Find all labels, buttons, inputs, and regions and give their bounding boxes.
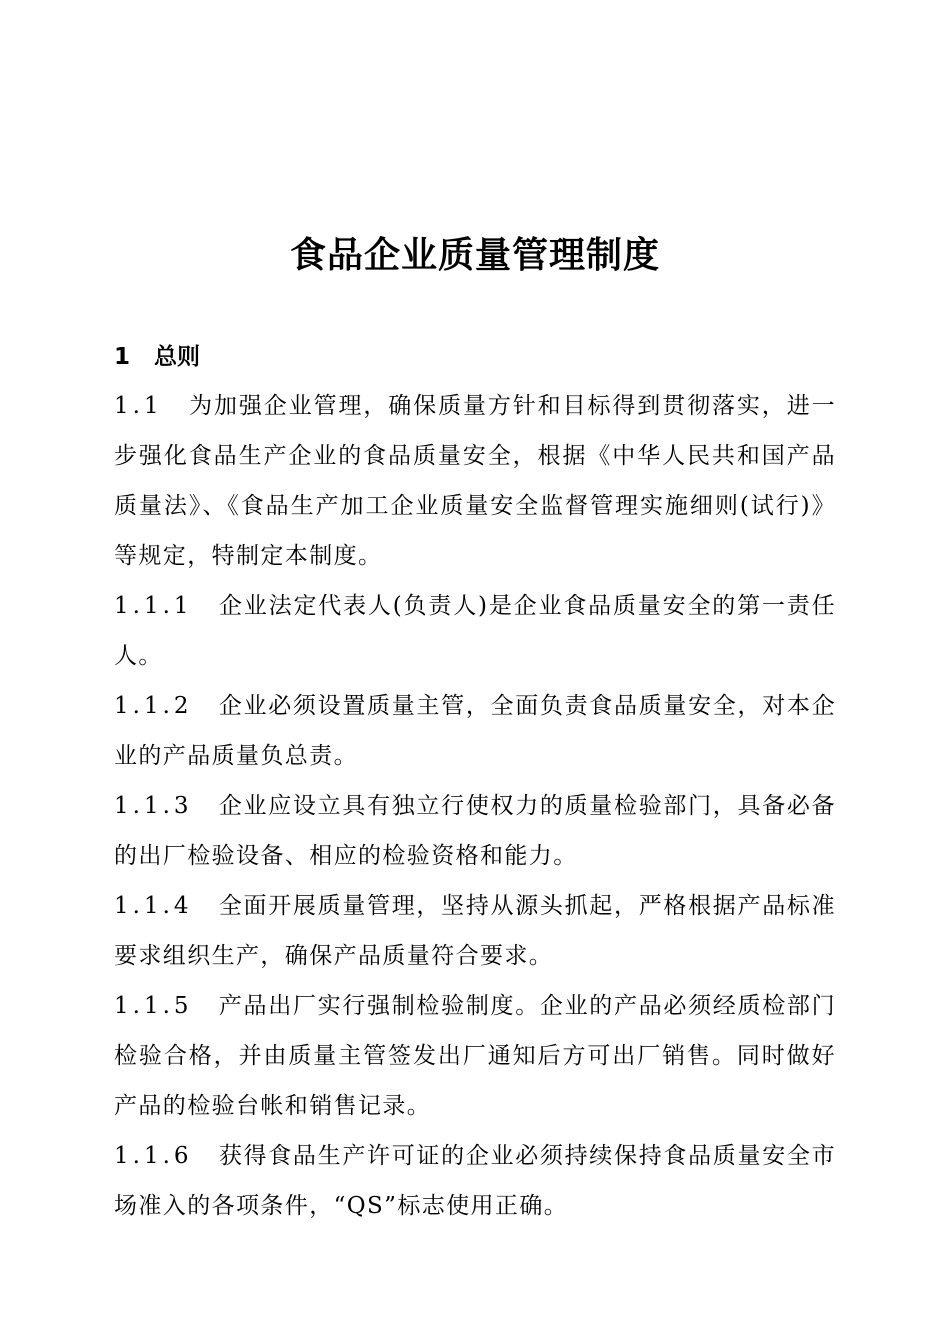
clause-number: 1.1.4 [114, 893, 193, 919]
paragraph-text: 获得食品生产许可证的企业必须持续保持食品质量安全市场准入的各项条件，“QS”标志使用正确。 [114, 1143, 836, 1219]
section-heading [114, 332, 200, 382]
paragraph-text: 全面开展质量管理，坚持从源头抓起，严格根据产品标准要求组织生产，确保产品质量符合要求。 [114, 893, 836, 969]
document-title: 食品企业质量管理制度 [289, 235, 660, 276]
paragraph [114, 781, 836, 881]
paragraph-text: 企业必须设置质量主管，全面负责食品质量安全，对本企业的产品质量负总责。 [114, 693, 836, 769]
paragraph [114, 581, 836, 681]
paragraph [114, 981, 836, 1131]
clause-number: 1.1.3 [114, 793, 193, 819]
clause-number: 1.1.1 [114, 593, 193, 619]
clause-number: 1.1.6 [114, 1143, 193, 1169]
paragraph-text: 产品出厂实行强制检验制度。企业的产品必须经质检部门检验合格，并由质量主管签发出厂通知后方可出厂销售。同时做好产品的检验台帐和销售记录。 [114, 993, 836, 1119]
paragraph [114, 1131, 836, 1231]
document-body [114, 381, 836, 1231]
paragraph [114, 881, 836, 981]
paragraph [114, 681, 836, 781]
clause-number: 1.1.5 [114, 993, 193, 1019]
paragraph-text: 企业法定代表人(负责人)是企业食品质量安全的第一责任人。 [114, 593, 836, 669]
section-number: 1 [114, 344, 131, 370]
clause-number: 1.1.2 [114, 693, 193, 719]
clause-number: 1.1 [114, 393, 163, 419]
paragraph-text: 为加强企业管理，确保质量方针和目标得到贯彻落实，进一步强化食品生产企业的食品质量安全，根据《中华人民共和国产品质量法》、《食品生产加工企业质量安全监督管理实施细则(试行)》等规定，特制定本制度。 [114, 393, 836, 569]
paragraph [114, 381, 836, 581]
paragraph-text: 企业应设立具有独立行使权力的质量检验部门，具备必备的出厂检验设备、相应的检验资格和能力。 [114, 793, 836, 869]
section-title: 总则 [154, 344, 200, 370]
